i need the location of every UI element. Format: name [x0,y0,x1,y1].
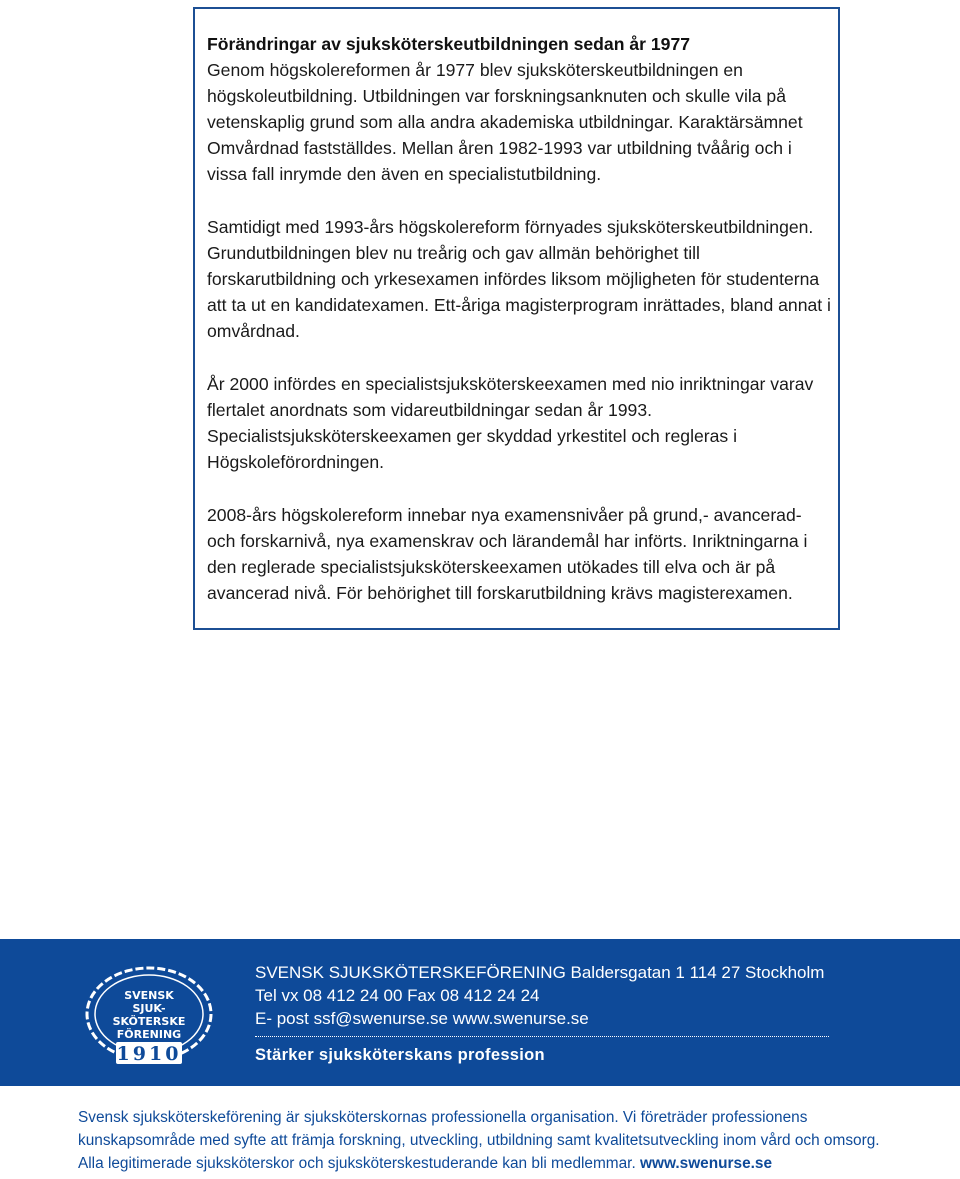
article-paragraph-4: 2008-års högskolereform innebar nya examensnivåer på grund,- avancerad- och forskarnivå, nya examenskrav och lärandemål har införts. Inriktningarna i den reglerade specialistsjuksköterskeexamen utökades till elva och är på avancerad nivå. För behörighet till forskarutbildning krävs magisterexamen. [207,505,808,603]
footer-description: Svensk sjuksköterskeförening är sjuksköterskornas professionella organisation. Vi företräder professionens kunskapsområde med syfte att främja forskning, utveckling, utbildning samt kvalitetsutveckling inom vård och omsorg. Alla legitimerade sjuksköterskor och sjuksköterskestuderande kan bli medlemmar. [78,1109,880,1172]
contact-info [255,961,824,1030]
article-paragraph-1: Genom högskolereformen år 1977 blev sjuksköterskeutbildningen en högskoleutbildning. Utbildningen var forskningsanknuten och skulle vila på vetenskaplig grund som alla andra akademiska utbildningar. Karaktärsämnet Omvårdnad fastställdes. Mellan åren 1982-1993 var utbildning tvåårig och i vissa fall inrymde den även en specialistutbildning. [207,60,803,184]
footer-text [78,1106,898,1175]
slogan: Stärker sjuksköterskans profession [255,1046,545,1064]
article-paragraph-3: År 2000 infördes en specialistsjuksköterskeexamen med nio inriktningar varav flertalet anordnats som vidareutbildningar sedan år 1993. Specialistsjuksköterskeexamen ger skyddad yrkestitel och regleras i Högskoleförordningen. [207,374,814,472]
phone-fax: Tel vx 08 412 24 00 Fax 08 412 24 24 [255,986,540,1005]
logo-text-line-4: FÖRENING [116,1028,182,1041]
logo-text-line-2: SJUK- [132,1002,166,1015]
article-paragraph-2: Samtidigt med 1993-års högskolereform förnyades sjuksköterskeutbildningen. Grundutbildningen blev nu treårig och gav allmän behörighet till forskarutbildning och yrkesexamen infördes liksom möjligheten för studenterna att ta ut en kandidatexamen. Ett-åriga magisterprogram inrättades, bland annat i omvårdnad. [207,217,831,341]
contact-banner [0,939,960,1086]
logo-year: 1910 [116,1043,182,1065]
dotted-divider [255,1036,829,1037]
organisation-address: SVENSK SJUKSKÖTERSKEFÖRENING Baldersgatan 1 114 27 Stockholm [255,963,825,982]
email-web[interactable]: E- post ssf@swenurse.se www.swenurse.se [255,1009,589,1028]
logo-text-line-1: SVENSK [124,989,174,1002]
footer-link[interactable]: www.swenurse.se [640,1155,773,1172]
logo-text-line-3: SKÖTERSKE [112,1015,186,1028]
association-logo [78,962,220,1068]
article-content [207,31,832,633]
article-heading: Förändringar av sjuksköterskeutbildningen sedan år 1977 [207,34,691,54]
